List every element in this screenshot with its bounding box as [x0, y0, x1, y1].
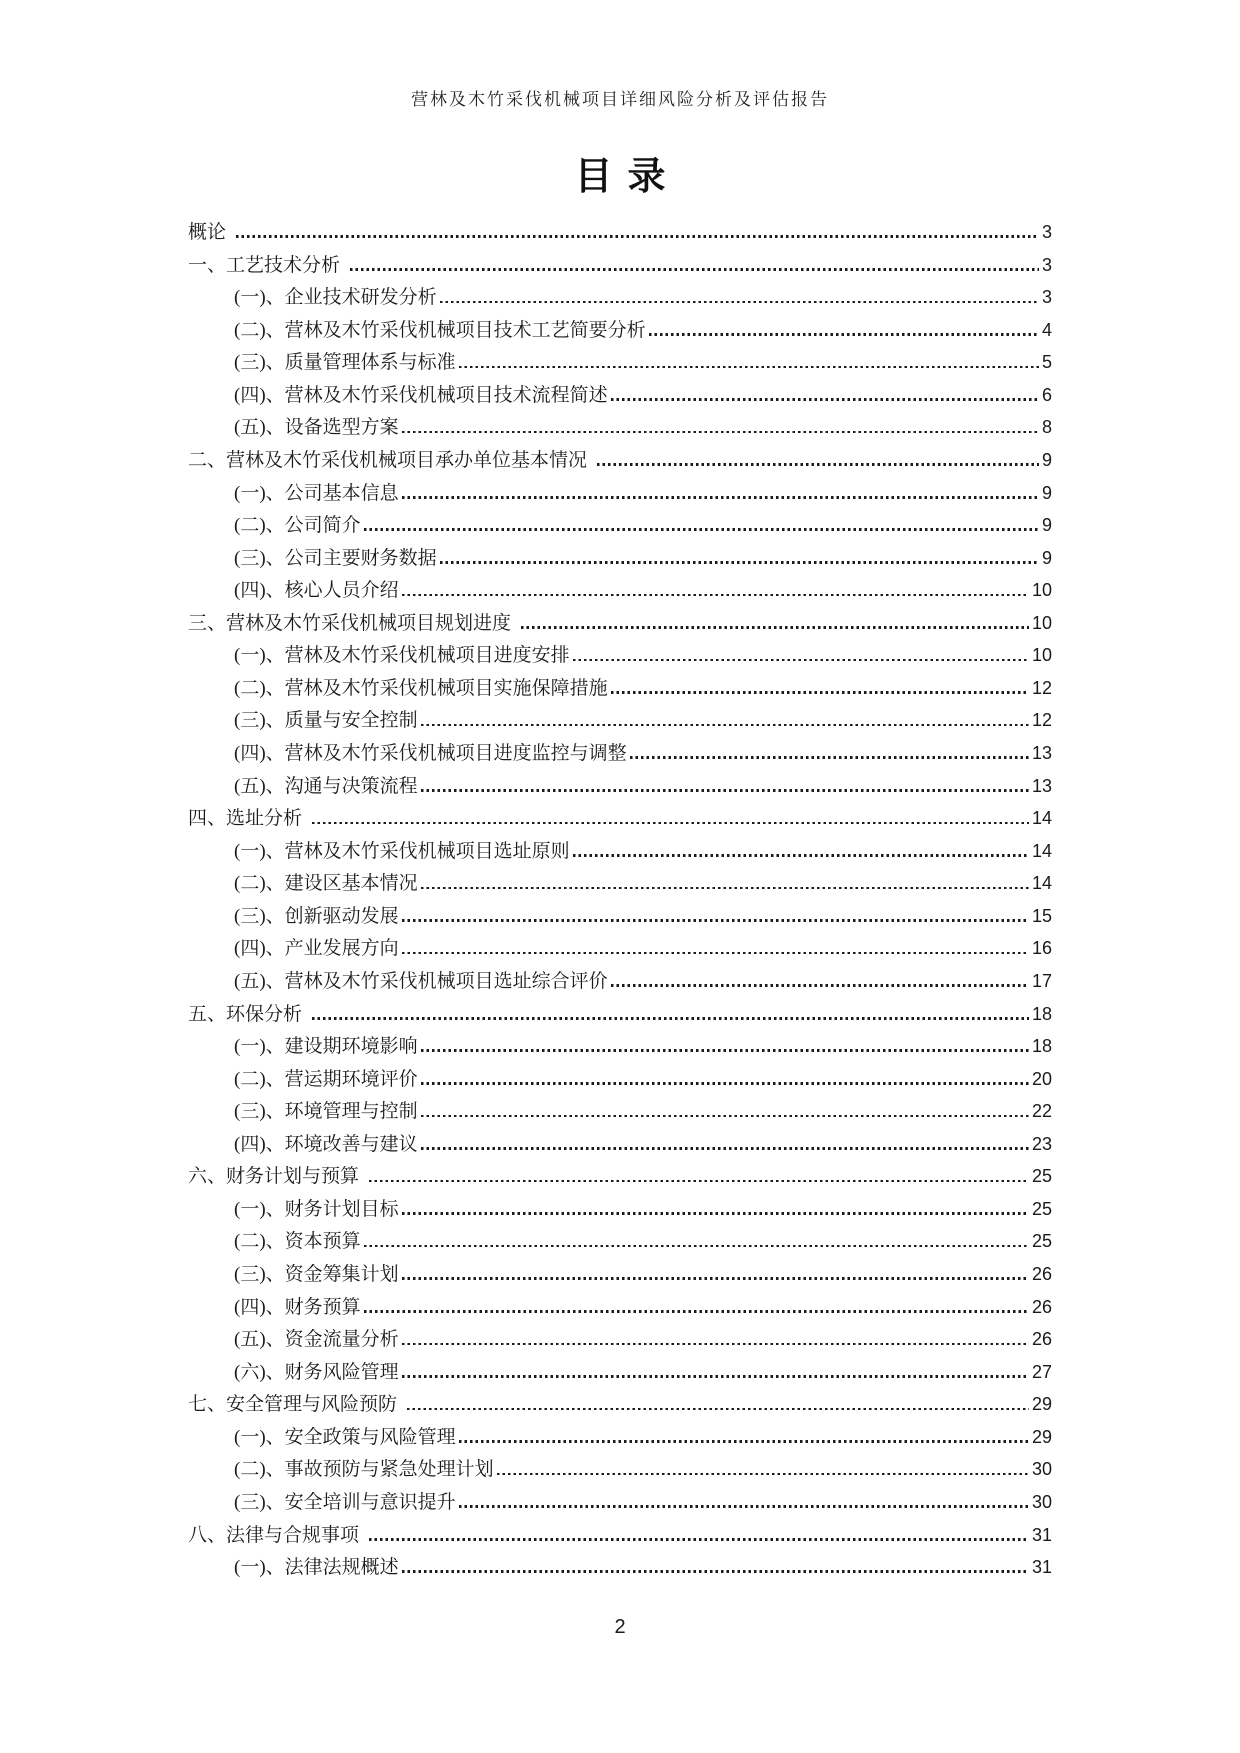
toc-entry-page: 27 — [1031, 1361, 1052, 1382]
toc-entry[interactable] — [188, 1356, 1052, 1389]
toc-entry-label: (一)、公司基本信息 — [234, 482, 399, 504]
toc-entry[interactable] — [188, 574, 1052, 607]
toc-entry-label: (五)、沟通与决策流程 — [234, 775, 418, 797]
dot-leader — [459, 366, 1039, 369]
toc-entry-page: 22 — [1031, 1101, 1052, 1122]
toc-entry-page: 26 — [1031, 1296, 1052, 1317]
toc-entry-page: 13 — [1031, 775, 1052, 796]
toc-entry-page: 3 — [1041, 254, 1052, 275]
toc-entry[interactable] — [188, 1128, 1052, 1161]
toc-entry-label: (一)、企业技术研发分析 — [234, 287, 437, 309]
toc-entry[interactable] — [188, 281, 1052, 314]
toc-entry[interactable] — [188, 1160, 1052, 1193]
dot-leader — [497, 1473, 1029, 1476]
toc-entry[interactable] — [188, 672, 1052, 705]
dot-leader — [402, 1277, 1029, 1280]
toc-entry-label: (四)、产业发展方向 — [234, 938, 399, 960]
dot-leader — [421, 1115, 1029, 1118]
toc-entry-label: (一)、财务计划目标 — [234, 1198, 399, 1220]
toc-entry-label: (六)、财务风险管理 — [234, 1361, 399, 1383]
toc-entry-page: 18 — [1031, 1003, 1052, 1024]
toc-entry[interactable] — [188, 1388, 1052, 1421]
dot-leader — [521, 626, 1029, 629]
dot-leader — [421, 1147, 1029, 1150]
toc-entry[interactable] — [188, 346, 1052, 379]
toc-entry-page: 29 — [1031, 1426, 1052, 1447]
dot-leader — [459, 1440, 1029, 1443]
toc-entry[interactable] — [188, 1323, 1052, 1356]
toc-entry-page: 3 — [1041, 222, 1052, 242]
toc-entry-label: 四、选址分析 — [188, 808, 303, 830]
dot-leader — [369, 1180, 1029, 1183]
toc-entry-page: 14 — [1031, 840, 1052, 861]
toc-entry-label: (四)、财务预算 — [234, 1296, 361, 1318]
toc-entry[interactable] — [188, 314, 1052, 347]
dot-leader — [364, 528, 1039, 531]
toc-entry-page: 3 — [1041, 287, 1052, 308]
toc-entry-label: (三)、环境管理与控制 — [234, 1101, 418, 1123]
toc-entry-page: 30 — [1031, 1491, 1052, 1512]
toc-entry-label: (二)、营林及木竹采伐机械项目实施保障措施 — [234, 677, 608, 699]
dot-leader — [421, 724, 1029, 727]
toc-entry[interactable] — [188, 639, 1052, 672]
toc-entry-page: 10 — [1031, 580, 1052, 601]
toc-entry-label: (三)、安全培训与意识提升 — [234, 1491, 456, 1513]
toc-entry-page: 25 — [1031, 1198, 1052, 1219]
toc-entry[interactable] — [188, 477, 1052, 510]
toc-entry[interactable] — [188, 867, 1052, 900]
dot-leader — [573, 854, 1029, 857]
toc-entry-page: 9 — [1041, 515, 1052, 536]
toc-entry[interactable] — [188, 1421, 1052, 1454]
toc-entry[interactable] — [188, 1030, 1052, 1063]
toc-entry-label: (三)、质量与安全控制 — [234, 710, 418, 732]
toc-entry-page: 25 — [1031, 1166, 1052, 1187]
toc-entry-page: 12 — [1031, 677, 1052, 698]
toc-entry-label: (五)、资金流量分析 — [234, 1329, 399, 1351]
toc-entry-page: 17 — [1031, 970, 1052, 991]
dot-leader — [611, 984, 1029, 987]
toc-entry-page: 12 — [1031, 710, 1052, 731]
toc-list — [188, 216, 1052, 1584]
dot-leader — [597, 463, 1039, 466]
toc-entry-page: 8 — [1041, 417, 1052, 438]
toc-entry-label: (三)、创新驱动发展 — [234, 905, 399, 927]
toc-entry[interactable] — [188, 542, 1052, 575]
toc-entry[interactable] — [188, 1486, 1052, 1519]
toc-entry-page: 16 — [1031, 938, 1052, 959]
toc-entry-page: 26 — [1031, 1329, 1052, 1350]
toc-entry[interactable] — [188, 1291, 1052, 1324]
toc-entry-label: 一、工艺技术分析 — [188, 254, 341, 276]
toc-entry[interactable] — [188, 932, 1052, 965]
toc-entry-label: (一)、营林及木竹采伐机械项目进度安排 — [234, 645, 570, 667]
toc-entry-page: 15 — [1031, 905, 1052, 926]
toc-entry-page: 9 — [1041, 449, 1052, 470]
dot-leader — [573, 659, 1029, 662]
toc-entry[interactable] — [188, 1095, 1052, 1128]
toc-entry[interactable] — [188, 802, 1052, 835]
toc-entry[interactable] — [188, 900, 1052, 933]
toc-entry[interactable] — [188, 1225, 1052, 1258]
toc-entry-label: (四)、营林及木竹采伐机械项目进度监控与调整 — [234, 743, 627, 764]
toc-entry-label: (五)、营林及木竹采伐机械项目选址综合评价 — [234, 970, 608, 992]
toc-entry-label: (二)、建设区基本情况 — [234, 873, 418, 895]
toc-entry-page: 23 — [1031, 1133, 1052, 1154]
toc-entry-page: 9 — [1041, 482, 1052, 503]
toc-entry[interactable] — [188, 1453, 1052, 1486]
dot-leader — [402, 1212, 1029, 1215]
dot-leader — [421, 1082, 1029, 1085]
toc-entry-page: 14 — [1031, 808, 1052, 829]
dot-leader — [421, 789, 1029, 792]
toc-entry[interactable] — [188, 1551, 1052, 1584]
toc-entry-page: 13 — [1031, 743, 1052, 763]
toc-entry-page: 10 — [1031, 612, 1052, 633]
toc-entry[interactable] — [188, 1193, 1052, 1226]
toc-entry-label: (二)、营林及木竹采伐机械项目技术工艺简要分析 — [234, 319, 646, 341]
dot-leader — [402, 496, 1039, 499]
dot-leader — [402, 431, 1039, 434]
dot-leader — [364, 1245, 1029, 1248]
toc-entry-label: (二)、公司简介 — [234, 515, 361, 537]
toc-entry-label: (二)、营运期环境评价 — [234, 1068, 418, 1090]
dot-leader — [350, 268, 1039, 271]
dot-leader — [402, 1375, 1029, 1378]
toc-entry-label: (三)、资金筹集计划 — [234, 1264, 399, 1285]
toc-entry[interactable] — [188, 379, 1052, 412]
toc-entry[interactable] — [188, 998, 1052, 1031]
toc-entry-page: 4 — [1041, 319, 1052, 340]
dot-leader — [440, 301, 1039, 304]
toc-entry-label: (五)、设备选型方案 — [234, 417, 399, 439]
toc-entry-label: 二、营林及木竹采伐机械项目承办单位基本情况 — [188, 449, 588, 471]
toc-entry-label: (四)、核心人员介绍 — [234, 580, 399, 602]
toc-entry-label: (二)、事故预防与紧急处理计划 — [234, 1459, 494, 1481]
toc-entry-label: 六、财务计划与预算 — [188, 1166, 360, 1188]
toc-entry-label: (四)、营林及木竹采伐机械项目技术流程简述 — [234, 384, 608, 406]
dot-leader — [312, 822, 1029, 825]
toc-entry-page: 14 — [1031, 873, 1052, 894]
toc-entry[interactable] — [188, 216, 1052, 249]
dot-leader — [440, 561, 1039, 564]
toc-entry[interactable] — [188, 509, 1052, 542]
toc-entry[interactable] — [188, 411, 1052, 444]
dot-leader — [364, 1310, 1029, 1313]
toc-entry[interactable] — [188, 704, 1052, 737]
toc-title: 目录 — [574, 156, 681, 198]
dot-leader — [611, 691, 1029, 694]
dot-leader — [611, 398, 1039, 401]
dot-leader — [630, 756, 1029, 759]
toc-entry-label: (三)、质量管理体系与标准 — [234, 352, 456, 374]
toc-entry-label: (一)、营林及木竹采伐机械项目选址原则 — [234, 840, 570, 862]
toc-entry[interactable] — [188, 835, 1052, 868]
dot-leader — [421, 1049, 1029, 1052]
toc-entry-page: 5 — [1041, 352, 1052, 373]
dot-leader — [402, 594, 1029, 597]
dot-leader — [421, 887, 1029, 890]
toc-entry-page: 6 — [1041, 384, 1052, 405]
toc-entry-label: (四)、环境改善与建议 — [234, 1133, 418, 1155]
toc-entry[interactable] — [188, 737, 1052, 770]
dot-leader — [402, 1570, 1029, 1573]
toc-entry-label: 三、营林及木竹采伐机械项目规划进度 — [188, 612, 512, 634]
dot-leader — [649, 333, 1039, 336]
toc-entry-label: (一)、法律法规概述 — [234, 1557, 399, 1579]
toc-entry-label: 七、安全管理与风险预防 — [188, 1394, 398, 1416]
toc-entry-page: 31 — [1031, 1557, 1052, 1578]
toc-entry-page: 31 — [1031, 1524, 1052, 1545]
toc-entry[interactable] — [188, 1519, 1052, 1552]
dot-leader — [459, 1505, 1029, 1508]
toc-entry[interactable] — [188, 965, 1052, 998]
toc-entry[interactable] — [188, 770, 1052, 803]
dot-leader — [402, 919, 1029, 922]
toc-entry-page: 30 — [1031, 1459, 1052, 1480]
toc-entry-page: 25 — [1031, 1231, 1052, 1252]
toc-entry-label: 五、环保分析 — [188, 1003, 303, 1025]
dot-leader — [402, 952, 1029, 955]
document-header-title: 营林及木竹采伐机械项目详细风险分析及评估报告 — [411, 90, 829, 109]
page-number-footer: 2 — [614, 1616, 626, 1638]
toc-entry-page: 29 — [1031, 1394, 1052, 1415]
dot-leader — [407, 1408, 1029, 1411]
toc-entry[interactable] — [188, 249, 1052, 282]
toc-entry-page: 18 — [1031, 1036, 1052, 1057]
toc-entry-label: 八、法律与合规事项 — [188, 1524, 360, 1546]
toc-entry[interactable] — [188, 1063, 1052, 1096]
toc-entry-page: 20 — [1031, 1068, 1052, 1089]
toc-entry-page: 26 — [1031, 1264, 1052, 1284]
toc-entry-label: (一)、安全政策与风险管理 — [234, 1426, 456, 1448]
dot-leader — [236, 235, 1039, 238]
toc-entry-label: 概论 — [188, 222, 227, 243]
toc-entry[interactable] — [188, 607, 1052, 640]
dot-leader — [312, 1017, 1029, 1020]
toc-entry-label: (三)、公司主要财务数据 — [234, 547, 437, 569]
dot-leader — [369, 1538, 1029, 1541]
toc-entry[interactable] — [188, 444, 1052, 477]
toc-entry-page: 10 — [1031, 645, 1052, 666]
toc-entry-label: (二)、资本预算 — [234, 1231, 361, 1253]
dot-leader — [402, 1343, 1029, 1346]
toc-entry-page: 9 — [1041, 547, 1052, 568]
toc-entry[interactable] — [188, 1258, 1052, 1291]
toc-entry-label: (一)、建设期环境影响 — [234, 1036, 418, 1058]
